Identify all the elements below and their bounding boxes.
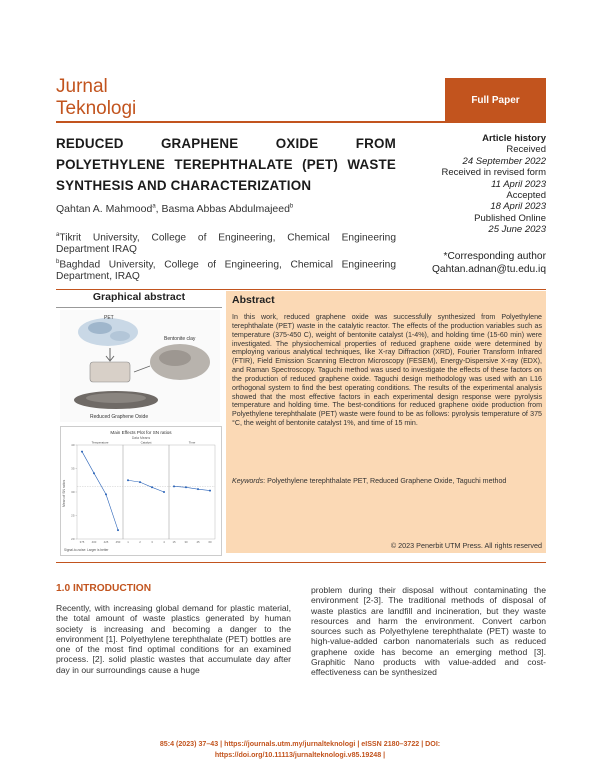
reactor-image <box>90 362 130 382</box>
rgo-powder-highlight <box>86 393 146 403</box>
pet-label: PET <box>104 315 114 321</box>
history-heading: Article history <box>482 133 546 144</box>
pet-bottle-shape <box>110 331 130 341</box>
authors <box>56 203 396 215</box>
x-tick-label: 60 <box>208 540 212 544</box>
process-illustration <box>60 310 220 422</box>
author-2: Basma Abbas Abdulmajeed <box>161 203 290 215</box>
affiliation-b-sup: b <box>56 259 60 265</box>
received-label: Received <box>506 144 546 156</box>
accepted-date: 18 April 2023 <box>490 201 546 213</box>
journal-name-line1: Jurnal <box>56 76 108 97</box>
revised-label: Received in revised form <box>441 167 546 179</box>
series-line <box>82 452 118 530</box>
chart-ylabel: Mean of SN ratios <box>62 479 66 507</box>
x-tick-label: 400 <box>91 540 97 544</box>
corresponding-author <box>400 250 546 276</box>
abstract-top-divider <box>56 289 546 290</box>
panel-label: Catalyst <box>140 440 152 445</box>
introduction-column-1: Recently, with increasing global demand for plastic material, the total amount of waste plastics generated by human society is increasing and becoming a danger to the environment [1]. Polyethylene terephthalate (PET) bottles are one of the most find optimal conditions for an examined process. [2]. solid plastic wastes that accumulate day after day in our surroundings cause a huge <box>56 603 291 675</box>
journal-name <box>56 76 136 120</box>
footer-line-1: 85:4 (2023) 37–43 | https://journals.utm.my/jurnalteknologi | eISSN 2180–3722 | DOI: <box>159 740 441 748</box>
panel-frame <box>123 445 169 539</box>
y-tick-label: 30 <box>71 490 75 495</box>
abstract-text: In this work, reduced graphene oxide was successfully synthesized from Polyethylene terephthalate (PET) waste in the catalytic reactor. The effects of the production variables such as temperature (375-450 C), weight of bentonite catalyst (1-4%), and holding time (15-60 min) were investigated. The physiochemical properties of reduced graphene oxide were determined by employing various analytical techniques, like X-ray Diffraction (XRD), Fourier Transform Infrared (FTIR), Field Emission Scanning Electron Microscopy (FESEM), Energy-Dispersive X-ray (EDX), and Raman Spectroscopy. Taguchi method was used to investigate the effects of these factors on the production of reduced graphene oxide. Taguchi design methodology was used with an L16 orthogonal system to find the best operating conditions. The results of the experimental analysis showed that the most effective factors in each experimental design response were pyrolysis temperature and holding time. The best-conditions for reduced graphene oxide production from Polyethylene terephthalate (PET) waste were found to be as follows: pyrolysis temperature of 375 °C, the weight of bentonite catalyst 1%, and time of 15 min. <box>232 313 542 428</box>
data-point <box>127 479 129 481</box>
revised-date: 11 April 2023 <box>491 178 546 190</box>
affiliation-a-sup: a <box>56 232 60 238</box>
x-tick-label: 375 <box>79 540 85 544</box>
affiliation-a-text: Tikrit University, College of Engineering, Chemical Engineering Department IRAQ <box>56 232 396 256</box>
affiliation-b-text: Baghdad University, College of Engineering, Chemical Engineering Department, IRAQ <box>56 259 396 283</box>
x-tick-label: 4 <box>163 540 165 544</box>
article-history <box>400 133 546 236</box>
author-1-sup: a <box>152 203 156 210</box>
introduction-column-2: problem during their disposal without contaminating the environment [2-3]. The traditional methods of disposal of waste plastics are landfill and incineration, but they waste resources and harm the environment. Convert carbon sources such as Polyethylene terephthalate (PET) waste to high-value-added carbon nanomaterials such as reduced graphene oxide has become an emerging method [3]. Graphitic Nano products with value-added and cost-effectiveness can be synthesized <box>311 585 546 678</box>
received-date: 24 September 2022 <box>462 155 546 167</box>
data-point <box>117 529 119 531</box>
keywords-label: Keywords <box>232 477 264 485</box>
journal-name-line2: Teknologi <box>56 98 137 119</box>
data-point <box>139 481 141 483</box>
x-tick-label: 1 <box>127 540 129 544</box>
paper-title: REDUCED GRAPHENE OXIDE FROM POLYETHYLENE TEREPHTHALATE (PET) WASTE SYNTHESIS AND CHARACTERIZATION <box>56 136 396 193</box>
panel-label: Temperature <box>91 440 109 445</box>
data-point <box>197 488 199 490</box>
chart-footnote: Signal-to-noise: Larger is better <box>64 548 109 552</box>
header-divider <box>56 121 546 123</box>
affiliation-b <box>56 256 396 283</box>
abstract-heading: Abstract <box>232 294 275 306</box>
graphical-abstract-divider <box>56 307 222 308</box>
data-point <box>105 493 107 495</box>
x-tick-label: 15 <box>172 540 176 544</box>
data-point <box>151 486 153 488</box>
graphical-abstract-illustration <box>60 310 220 422</box>
series-line <box>174 486 210 490</box>
bentonite-label: Bentonite clay <box>164 336 196 342</box>
data-point <box>173 485 175 487</box>
panel-frame <box>169 445 215 539</box>
arrow-icon <box>106 348 114 361</box>
corresponding-label: *Corresponding author <box>443 251 546 262</box>
author-2-sup: b <box>289 203 294 210</box>
x-tick-label: 45 <box>196 540 200 544</box>
full-paper-badge: Full Paper <box>445 78 546 122</box>
pet-bottle-shape <box>88 322 112 334</box>
chart-title: Main Effects Plot for SN ratios <box>110 430 172 435</box>
y-tick-label: 25 <box>71 513 75 518</box>
bentonite-texture <box>159 350 191 366</box>
published-label: Published Online <box>474 212 546 224</box>
data-point <box>185 486 187 488</box>
data-point <box>163 491 165 493</box>
abstract-bottom-divider <box>56 562 546 563</box>
affiliation-a <box>56 229 396 256</box>
x-tick-label: 425 <box>103 540 109 544</box>
y-tick-label: 35 <box>71 466 75 471</box>
corresponding-email[interactable]: Qahtan.adnan@tu.edu.iq <box>431 264 546 275</box>
series-line <box>128 480 164 492</box>
x-tick-label: 30 <box>184 540 188 544</box>
page-footer <box>130 739 470 761</box>
keywords <box>232 477 542 486</box>
x-tick-label: 3 <box>151 540 153 544</box>
author-1: Qahtan A. Mahmood <box>56 203 153 215</box>
graphical-abstract-title: Graphical abstract <box>92 291 186 303</box>
data-point <box>93 472 95 474</box>
keywords-text: : Polyethylene terephthalate PET, Reduced Graphene Oxide, Taguchi method <box>263 477 507 485</box>
data-point <box>209 490 211 492</box>
footer-line-2[interactable]: https://doi.org/10.11113/jurnalteknologi.v85.19248 | <box>214 751 386 760</box>
chart-subtitle: Data Means <box>131 436 151 440</box>
x-tick-label: 450 <box>115 540 121 544</box>
chart-svg <box>61 427 221 555</box>
data-point <box>81 451 83 453</box>
panel-label: Time <box>188 440 196 445</box>
published-date: 25 June 2023 <box>488 224 546 236</box>
x-tick-label: 2 <box>139 540 141 544</box>
arrow-icon <box>134 366 150 372</box>
main-effects-chart <box>60 426 222 556</box>
y-tick-label: 20 <box>71 537 75 542</box>
copyright: © 2023 Penerbit UTM Press. All rights reserved <box>390 541 542 550</box>
accepted-label: Accepted <box>506 190 546 202</box>
introduction-heading: 1.0 INTRODUCTION <box>56 583 152 594</box>
y-tick-label: 40 <box>71 443 75 448</box>
author-separator: , <box>155 203 162 215</box>
rgo-label: Reduced Graphene Oxide <box>90 414 149 420</box>
